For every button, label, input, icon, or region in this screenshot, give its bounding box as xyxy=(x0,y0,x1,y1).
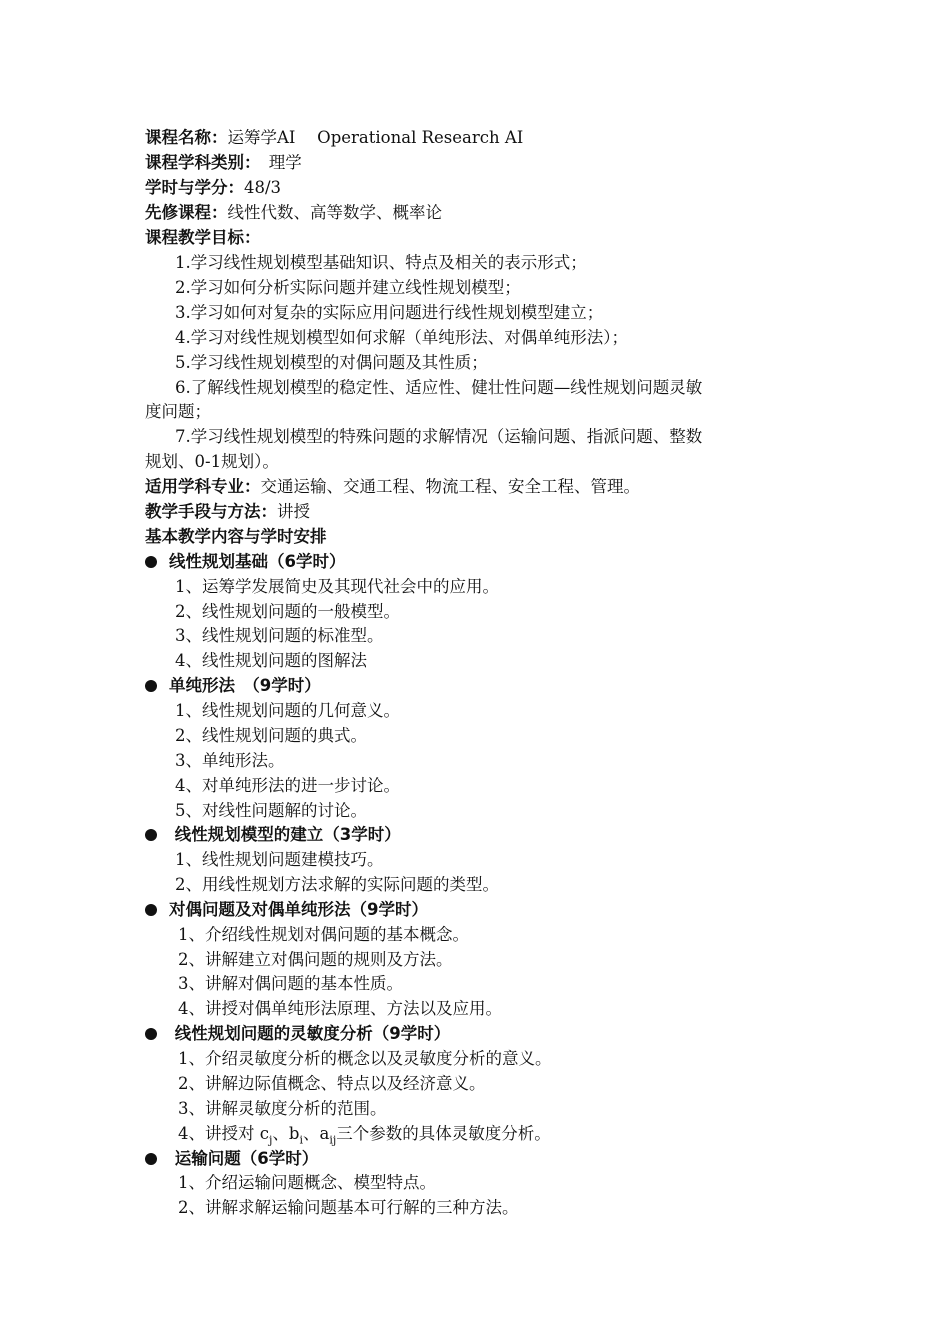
list-item: 2、讲解边际值概念、特点以及经济意义。 xyxy=(178,1074,486,1093)
category-label: 课程学科类别： xyxy=(145,153,253,172)
goal-item: 2.学习如何分析实际问题并建立线性规划模型； xyxy=(175,278,521,297)
section-heading xyxy=(145,1022,450,1046)
category-row xyxy=(145,151,302,175)
goal-item: 3.学习如何对复杂的实际应用问题进行线性规划模型建立； xyxy=(175,303,604,322)
list-item: 3、线性规划问题的标准型。 xyxy=(175,626,384,645)
bullet-icon xyxy=(145,904,157,916)
section-title: 线性规划模型的建立（3学时） xyxy=(169,825,401,844)
majors-label: 适用学科专业： xyxy=(145,477,261,496)
prereq-value: 线性代数、高等数学、概率论 xyxy=(227,203,442,222)
majors-row xyxy=(145,475,640,499)
prereq-row xyxy=(145,201,442,225)
section-heading xyxy=(145,550,345,574)
list-item-sensitivity-params: 4、讲授对 $c_j$、$b_i$、$a_{ij}$三个参数的具体灵敏度分析。 xyxy=(178,1124,551,1147)
course-name-row xyxy=(145,126,523,150)
bullet-icon xyxy=(145,680,157,692)
list-item: 5、对线性问题解的讨论。 xyxy=(175,801,367,820)
goal-item: 7.学习线性规划模型的特殊问题的求解情况（运输问题、指派问题、整数 xyxy=(175,427,703,446)
goal-item: 4.学习对线性规划模型如何求解（单纯形法、对偶单纯形法）； xyxy=(175,328,628,347)
section-title: 单纯形法 （9学时） xyxy=(169,676,321,695)
list-item: 1、介绍运输问题概念、模型特点。 xyxy=(178,1173,436,1192)
list-item: 2、用线性规划方法求解的实际问题的类型。 xyxy=(175,875,499,894)
list-item: 3、单纯形法。 xyxy=(175,751,285,770)
goal-item: 6.了解线性规划模型的稳定性、适应性、健壮性问题—线性规划问题灵敏 xyxy=(175,378,703,397)
bullet-icon xyxy=(145,1153,157,1165)
section-heading xyxy=(145,1147,318,1171)
goal-item-continued: 度问题； xyxy=(145,402,211,421)
hours-row xyxy=(145,176,281,200)
course-name-value: 运筹学AI Operational Research AⅠ xyxy=(227,128,524,147)
list-item: 2、线性规划问题的典式。 xyxy=(175,726,367,745)
bullet-icon xyxy=(145,556,157,568)
goal-item: 1.学习线性规划模型基础知识、特点及相关的表示形式； xyxy=(175,253,587,272)
hours-value: 48/3 xyxy=(244,178,282,197)
list-item: 4、讲授对偶单纯形法原理、方法以及应用。 xyxy=(178,999,502,1018)
bullet-icon xyxy=(145,1028,157,1040)
section-title: 对偶问题及对偶单纯形法（9学时） xyxy=(169,900,428,919)
list-item: 1、运筹学发展简史及其现代社会中的应用。 xyxy=(175,577,499,596)
list-item: 3、讲解对偶问题的基本性质。 xyxy=(178,974,403,993)
list-item: 1、线性规划问题的几何意义。 xyxy=(175,701,400,720)
goals-label: 课程教学目标： xyxy=(145,228,261,247)
hours-label: 学时与学分： xyxy=(145,178,244,197)
content-title: 基本教学内容与学时安排 xyxy=(145,527,327,546)
list-item: 2、讲解建立对偶问题的规则及方法。 xyxy=(178,950,453,969)
bullet-icon xyxy=(145,829,157,841)
section-heading xyxy=(145,823,401,847)
list-item: 2、讲解求解运输问题基本可行解的三种方法。 xyxy=(178,1198,519,1217)
list-item: 2、线性规划问题的一般模型。 xyxy=(175,602,400,621)
majors-value: 交通运输、交通工程、物流工程、安全工程、管理。 xyxy=(260,477,640,496)
section-title: 运输问题（6学时） xyxy=(169,1149,319,1168)
goal-item-continued: 规划、0-1规划）。 xyxy=(145,452,279,471)
prereq-label: 先修课程： xyxy=(145,203,228,222)
method-row xyxy=(145,500,310,524)
method-value: 讲授 xyxy=(277,502,310,521)
course-name-label: 课程名称： xyxy=(145,128,228,147)
list-item: 1、介绍线性规划对偶问题的基本概念。 xyxy=(178,925,469,944)
section-title: 线性规划问题的灵敏度分析（9学时） xyxy=(169,1024,451,1043)
section-heading xyxy=(145,898,428,922)
section-title: 线性规划基础（6学时） xyxy=(169,552,346,571)
list-item: 3、讲解灵敏度分析的范围。 xyxy=(178,1099,387,1118)
goal-item: 5.学习线性规划模型的对偶问题及其性质； xyxy=(175,353,488,372)
method-label: 教学手段与方法： xyxy=(145,502,277,521)
list-item: 1、线性规划问题建模技巧。 xyxy=(175,850,384,869)
list-item: 4、对单纯形法的进一步讨论。 xyxy=(175,776,400,795)
section-heading xyxy=(145,674,321,698)
category-value: 理学 xyxy=(252,153,302,172)
list-item: 4、线性规划问题的图解法 xyxy=(175,651,367,670)
list-item: 1、介绍灵敏度分析的概念以及灵敏度分析的意义。 xyxy=(178,1049,552,1068)
